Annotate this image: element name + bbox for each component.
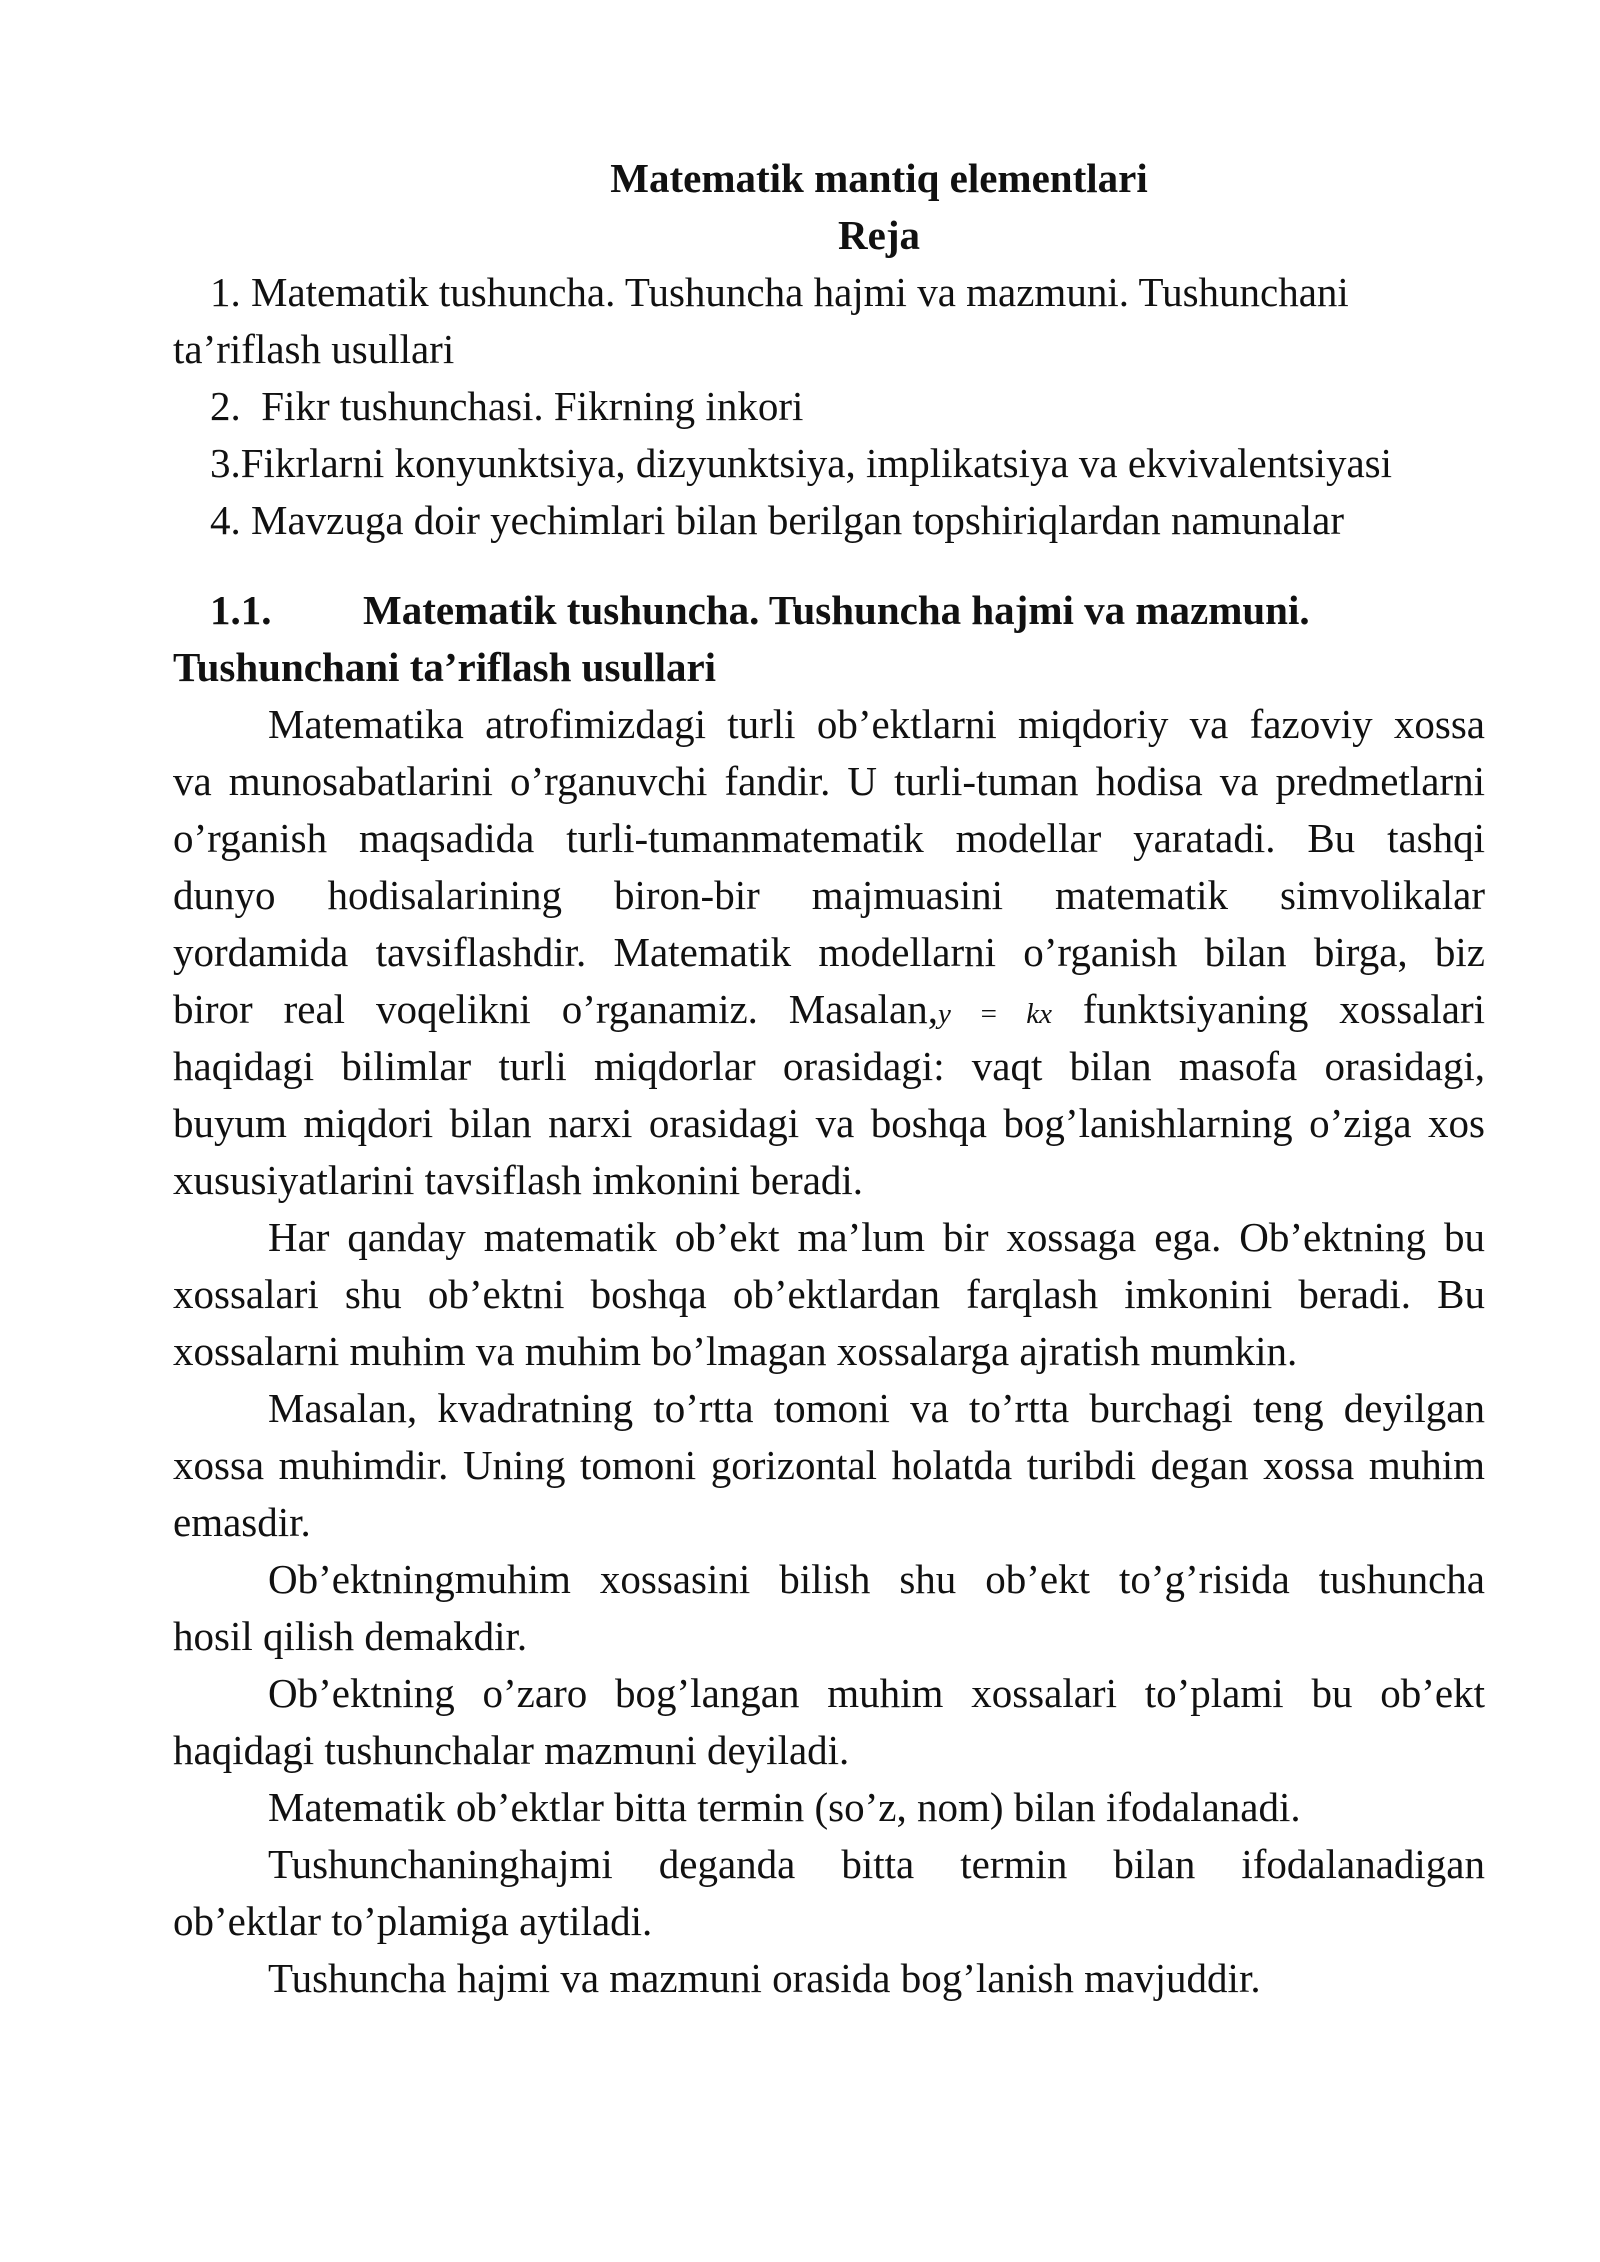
formula-lead-text: biror real voqelikni o’rganamiz. Masalan, <box>173 986 938 1032</box>
plan-item-2: 2. Fikr tushunchasi. Fikrning inkori <box>210 383 804 429</box>
formula: y = kx <box>937 998 1052 1030</box>
paragraph-line: yordamida tavsiflashdir. Matematik modellarni o’rganish bilan birga, biz <box>173 929 1485 975</box>
paragraph-line: dunyo hodisalarining biron-bir majmuasini matematik simvolikalar <box>173 872 1485 918</box>
plan-item-1: 1. Matematik tushuncha. Tushuncha hajmi va mazmuni. Tushunchani <box>210 269 1349 315</box>
paragraph-line: Tushunchaninghajmi deganda bitta termin bilan ifodalanadigan <box>268 1841 1485 1887</box>
plan-item-1-continued: ta’riflash usullari <box>173 326 455 372</box>
paragraph-2 <box>173 1209 1485 1380</box>
paragraph-line-with-formula <box>173 981 1485 1038</box>
paragraph-line: buyum miqdori bilan narxi orasidagi va boshqa bog’lanishlarning o’ziga xos <box>173 1100 1485 1146</box>
document-title: Matematik mantiq elementlari <box>610 155 1148 201</box>
paragraph-8 <box>173 1950 1485 2007</box>
paragraph-3 <box>173 1380 1485 1551</box>
paragraph-4 <box>173 1551 1485 1665</box>
spacer <box>173 549 1485 582</box>
paragraph-line: Ob’ektning o’zaro bog’langan muhim xossalari to’plami bu ob’ekt <box>268 1670 1485 1716</box>
section-heading-line1: Matematik tushuncha. Tushuncha hajmi va mazmuni. <box>363 587 1310 633</box>
paragraph-line: xossalarni muhim va muhim bo’lmagan xossalarga ajratish mumkin. <box>173 1328 1298 1374</box>
paragraph-line: xossalari shu ob’ektni boshqa ob’ektlardan farqlash imkonini beradi. Bu <box>173 1271 1485 1317</box>
paragraph-line: emasdir. <box>173 1499 311 1545</box>
section-number: 1.1. <box>210 587 272 633</box>
paragraph-1 <box>173 696 1485 1209</box>
paragraph-5 <box>173 1665 1485 1779</box>
paragraph-line: Matematika atrofimizdagi turli ob’ektlarni miqdoriy va fazoviy xossa <box>268 701 1485 747</box>
text-column <box>173 150 1485 2007</box>
paragraph-line: Har qanday matematik ob’ekt ma’lum bir xossaga ega. Ob’ektning bu <box>268 1214 1485 1260</box>
plan-item-4: 4. Mavzuga doir yechimlari bilan berilgan topshiriqlardan namunalar <box>210 497 1344 543</box>
paragraph-line: haqidagi tushunchalar mazmuni deyiladi. <box>173 1727 850 1773</box>
plan-item-3: 3.Fikrlarni konyunktsiya, dizyunktsiya, implikatsiya va ekvivalentsiyasi <box>210 440 1392 486</box>
paragraph-line: Matematik ob’ektlar bitta termin (so’z, nom) bilan ifodalanadi. <box>268 1784 1301 1830</box>
paragraph-line: xususiyatlarini tavsiflash imkonini beradi. <box>173 1157 864 1203</box>
paragraph-line: o’rganish maqsadida turli-tumanmatematik modellar yaratadi. Bu tashqi <box>173 815 1485 861</box>
section-heading-line2: Tushunchani ta’riflash usullari <box>173 644 717 690</box>
paragraph-line: xossa muhimdir. Uning tomoni gorizontal holatda turibdi degan xossa muhim <box>173 1442 1485 1488</box>
paragraph-6 <box>173 1779 1485 1836</box>
paragraph-line: haqidagi bilimlar turli miqdorlar orasidagi: vaqt bilan masofa orasidagi, <box>173 1043 1485 1089</box>
section-heading <box>173 582 1485 639</box>
paragraph-7 <box>173 1836 1485 1950</box>
plan-heading: Reja <box>838 212 920 258</box>
paragraph-line: va munosabatlarini o’rganuvchi fandir. U turli-tuman hodisa va predmetlarni <box>173 758 1485 804</box>
paragraph-line: hosil qilish demakdir. <box>173 1613 528 1659</box>
paragraph-line: ob’ektlar to’plamiga aytiladi. <box>173 1898 653 1944</box>
formula-trail-text: funktsiyaning xossalari <box>1082 986 1485 1032</box>
paragraph-line: Masalan, kvadratning to’rtta tomoni va to’rtta burchagi teng deyilgan <box>268 1385 1485 1431</box>
paragraph-line: Ob’ektningmuhim xossasini bilish shu ob’ekt to’g’risida tushuncha <box>268 1556 1485 1602</box>
paragraph-line: Tushuncha hajmi va mazmuni orasida bog’lanish mavjuddir. <box>268 1955 1261 2001</box>
